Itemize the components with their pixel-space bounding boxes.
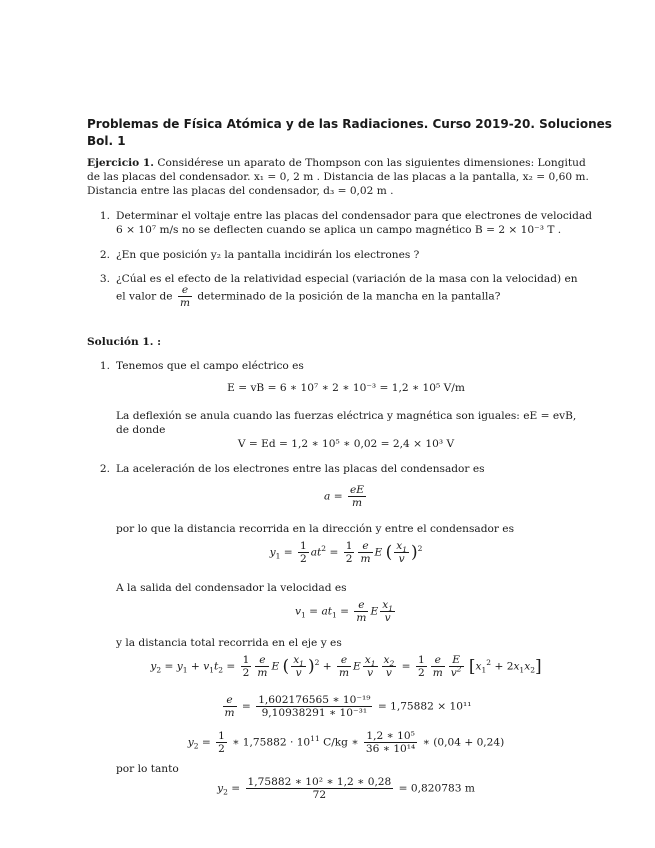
item-number: 1. bbox=[99, 210, 110, 222]
item-number: 3. bbox=[99, 273, 110, 285]
equation-y1: $y_1$ = $\frac{1}{2}$ $at^2$ = $\frac{1}{2}$ $\frac{e}{m}$ E ( $\frac{x_1}{v}$ )$^2$ bbox=[269, 540, 423, 565]
solution-2-text3: A la salida del condensador la velocidad es bbox=[116, 582, 347, 594]
page-title-line2: Bol. 1 bbox=[87, 134, 126, 148]
equation-y2-final: $y_2$ = $\frac{\text{1,75882 ∗ 10² ∗ 1,2 ∗ 0,28}}{72}$ = 0,820783 m bbox=[217, 776, 475, 801]
solution-item-number: 1. bbox=[99, 360, 110, 372]
solution-2-text: La aceleración de los electrones entre las placas del condensador es bbox=[116, 463, 485, 475]
solution-2-text5: por lo tanto bbox=[116, 763, 179, 775]
e-over-m-numerator: 1,602176565 ∗ 10⁻¹⁹ bbox=[258, 694, 371, 706]
equation-acceleration: a = $\frac{eE}{m}$ bbox=[324, 484, 364, 509]
solution-2-text4: y la distancia total recorrida en el eje y es bbox=[116, 637, 342, 649]
exercise-text-line3: Distancia entre las placas del condensador, d₃ = 0,02 m . bbox=[87, 185, 394, 197]
solution-label: Solución 1. : bbox=[87, 336, 162, 348]
exercise-paragraph-line1 bbox=[87, 156, 586, 170]
exercise-label: Ejercicio 1. bbox=[87, 157, 154, 169]
equation-electric-field: E = vB = 6 ∗ 10⁷ ∗ 2 ∗ 10⁻³ = 1,2 ∗ 10⁵ V/m bbox=[227, 382, 465, 394]
item-3-line2 bbox=[116, 284, 500, 309]
e-over-m-denominator: 9,10938291 ∗ 10⁻³¹ bbox=[256, 706, 372, 719]
page-title: Problemas de Física Atómica y de las Radiaciones. Curso 2019-20. Soluciones bbox=[87, 117, 612, 131]
y2-numeric-tail: ∗ (0,04 + 0,24) bbox=[422, 736, 505, 749]
item-3-line1: ¿Cúal es el efecto de la relatividad especial (variación de la masa con la velocidad) en bbox=[116, 273, 578, 285]
exercise-text-line1: Considérese un aparato de Thompson con las siguientes dimensiones: Longitud bbox=[157, 157, 586, 169]
y2-numeric-numerator: 1,2 ∗ 10⁵ bbox=[366, 730, 415, 742]
item-number: 2. bbox=[99, 249, 110, 261]
equation-v1: $v_1 = at_1$ = $\frac{e}{m}$ E $\frac{x_1}{v}$ bbox=[295, 599, 393, 624]
solution-2-text2: por lo que la distancia recorrida en la dirección y entre el condensador es bbox=[116, 523, 515, 535]
solution-1-text: Tenemos que el campo eléctrico es bbox=[116, 360, 304, 372]
equation-e-over-m: $\frac{e}{m}$ = $\frac{\text{1,602176565 ∗ 10⁻¹⁹}}{\text{9,10938291 ∗ 10⁻³¹}}$ = 1,75882 × 10¹¹ bbox=[224, 694, 472, 719]
solution-item-number: 2. bbox=[99, 463, 110, 475]
item-2-line1: ¿En que posición y₂ la pantalla incidirán los electrones ? bbox=[116, 249, 420, 261]
item-1-line2: 6 × 10⁷ m/s no se deflecten cuando se aplica un campo magnético B = 2 × 10⁻³ T . bbox=[116, 224, 562, 236]
y2-numeric-denominator: 36 ∗ 10¹⁴ bbox=[365, 743, 416, 755]
item-1-line1: Determinar el voltaje entre las placas del condensador para que electrones de velocidad bbox=[116, 210, 593, 222]
solution-1-text2-line1: La deflexión se anula cuando las fuerzas eléctrica y magnética son iguales: eE = evB, bbox=[116, 410, 577, 422]
item-3-text-a: el valor de bbox=[116, 290, 173, 303]
equation-y2-numeric: $y_2$ = $\frac{1}{2}$ ∗ $1,75882 \cdot 10^{11}$ C/kg ∗ $\frac{\text{1,2 ∗ 10⁵}}{\text{36 ∗ 10¹⁴}}$ ∗ (0,04 + 0,24) bbox=[187, 730, 505, 755]
final-result: = 0,820783 m bbox=[398, 782, 475, 795]
e-over-m-fraction: $\frac{e}{m}$ bbox=[179, 284, 190, 309]
final-numerator: 1,75882 ∗ 10² ∗ 1,2 ∗ 0,28 bbox=[247, 776, 392, 788]
final-denominator: 72 bbox=[246, 788, 394, 801]
item-3-text-b: determinado de la posición de la mancha en la pantalla? bbox=[197, 290, 501, 303]
solution-1-text2-line2: de donde bbox=[116, 424, 166, 436]
exercise-text-line2: de las placas del condensador. x₁ = 0, 2 m . Distancia de las placas a la pantalla, x₂ = 0,60 m. bbox=[87, 171, 589, 183]
equation-voltage: V = Ed = 1,2 ∗ 10⁵ ∗ 0,02 = 2,4 × 10³ V bbox=[237, 438, 455, 450]
equation-y2-total: $y_2 = y_1 + v_1t_2$ = $\frac{1}{2}$ $\frac{e}{m}$ E ( $\frac{x_1}{v}$ )$^2$ + $\frac{e}{m}$ E $\frac{x_1}{v}$ $\frac{x_2}{v}$ = $\frac{1}{2}$ $\frac{e}{m}$ $\frac{E}{v^2}$ $[x_1^2 + 2x_1x_2]$ bbox=[150, 654, 542, 679]
e-over-m-result: = 1,75882 × 10¹¹ bbox=[377, 700, 472, 713]
